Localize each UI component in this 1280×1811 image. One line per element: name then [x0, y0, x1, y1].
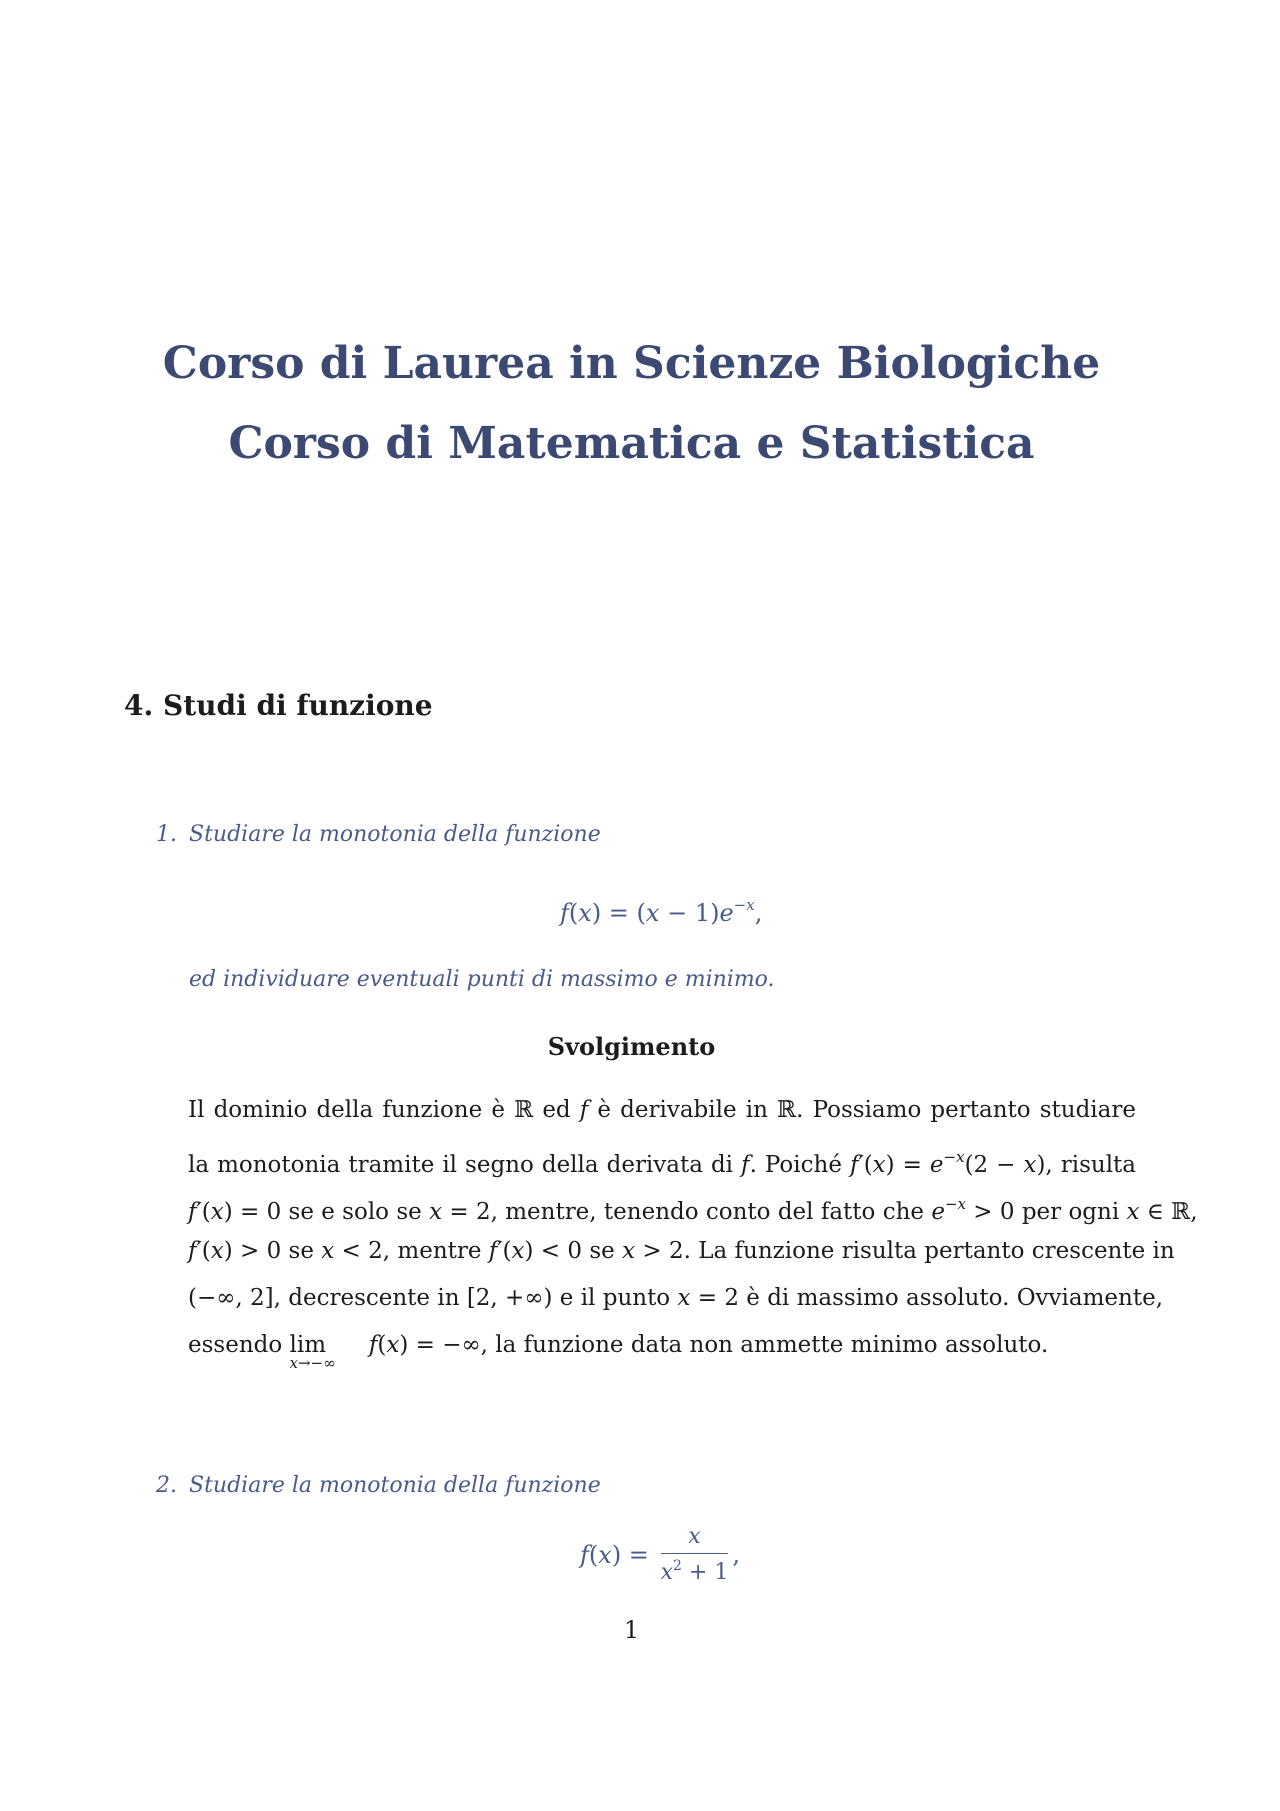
solution-line: f′(x) > 0 se x < 2, mentre f′(x) < 0 se x > 2. La funzione risulta pertanto crescente in [188, 1238, 1175, 1264]
exercise-1-formula: $f(x) = (x - 1)e^{-x}$, [560, 896, 763, 927]
course-subtitle: Corso di Matematica e Statistica [228, 418, 1035, 469]
solution-line: (−∞, 2], decrescente in [2, +∞) e il punto x = 2 è di massimo assoluto. Ovviamente, [188, 1285, 1164, 1311]
section-heading: 4. Studi di funzione [124, 689, 433, 722]
exercise-1-followup: ed individuare eventuali punti di massimo e minimo. [189, 967, 775, 992]
exercise-1-prompt: Studiare la monotonia della funzione [189, 822, 601, 847]
exercise-1-number: 1. [156, 822, 177, 847]
course-title: Corso di Laurea in Scienze Biologiche [162, 338, 1101, 389]
exercise-2-prompt: Studiare la monotonia della funzione [189, 1473, 601, 1498]
exercise-2-number: 2. [156, 1473, 177, 1498]
solution-line: f′(x) = 0 se e solo se x = 2, mentre, tenendo conto del fatto che $e^{-x} > 0$ per ogni x ∈ ℝ, [188, 1195, 1198, 1225]
solution-line: essendo lim x→−∞ f(x) = −∞, la funzione data non ammette minimo assoluto. [188, 1332, 1049, 1372]
solution-line: Il dominio della funzione è ℝ ed f è derivabile in ℝ. Possiamo pertanto studiare [188, 1097, 1136, 1123]
fraction: $\frac{x}{x^2 + 1}$ [660, 1524, 729, 1585]
solution-heading: Svolgimento [547, 1032, 716, 1061]
solution-line: la monotonia tramite il segno della derivata di f. Poiché $f'(x) = e^{-x}(2 - x)$, risulta [188, 1148, 1137, 1178]
exercise-2-formula: f(x) = $\frac{x}{x^2 + 1}$ , [580, 1524, 740, 1585]
page-number: 1 [623, 1616, 640, 1644]
